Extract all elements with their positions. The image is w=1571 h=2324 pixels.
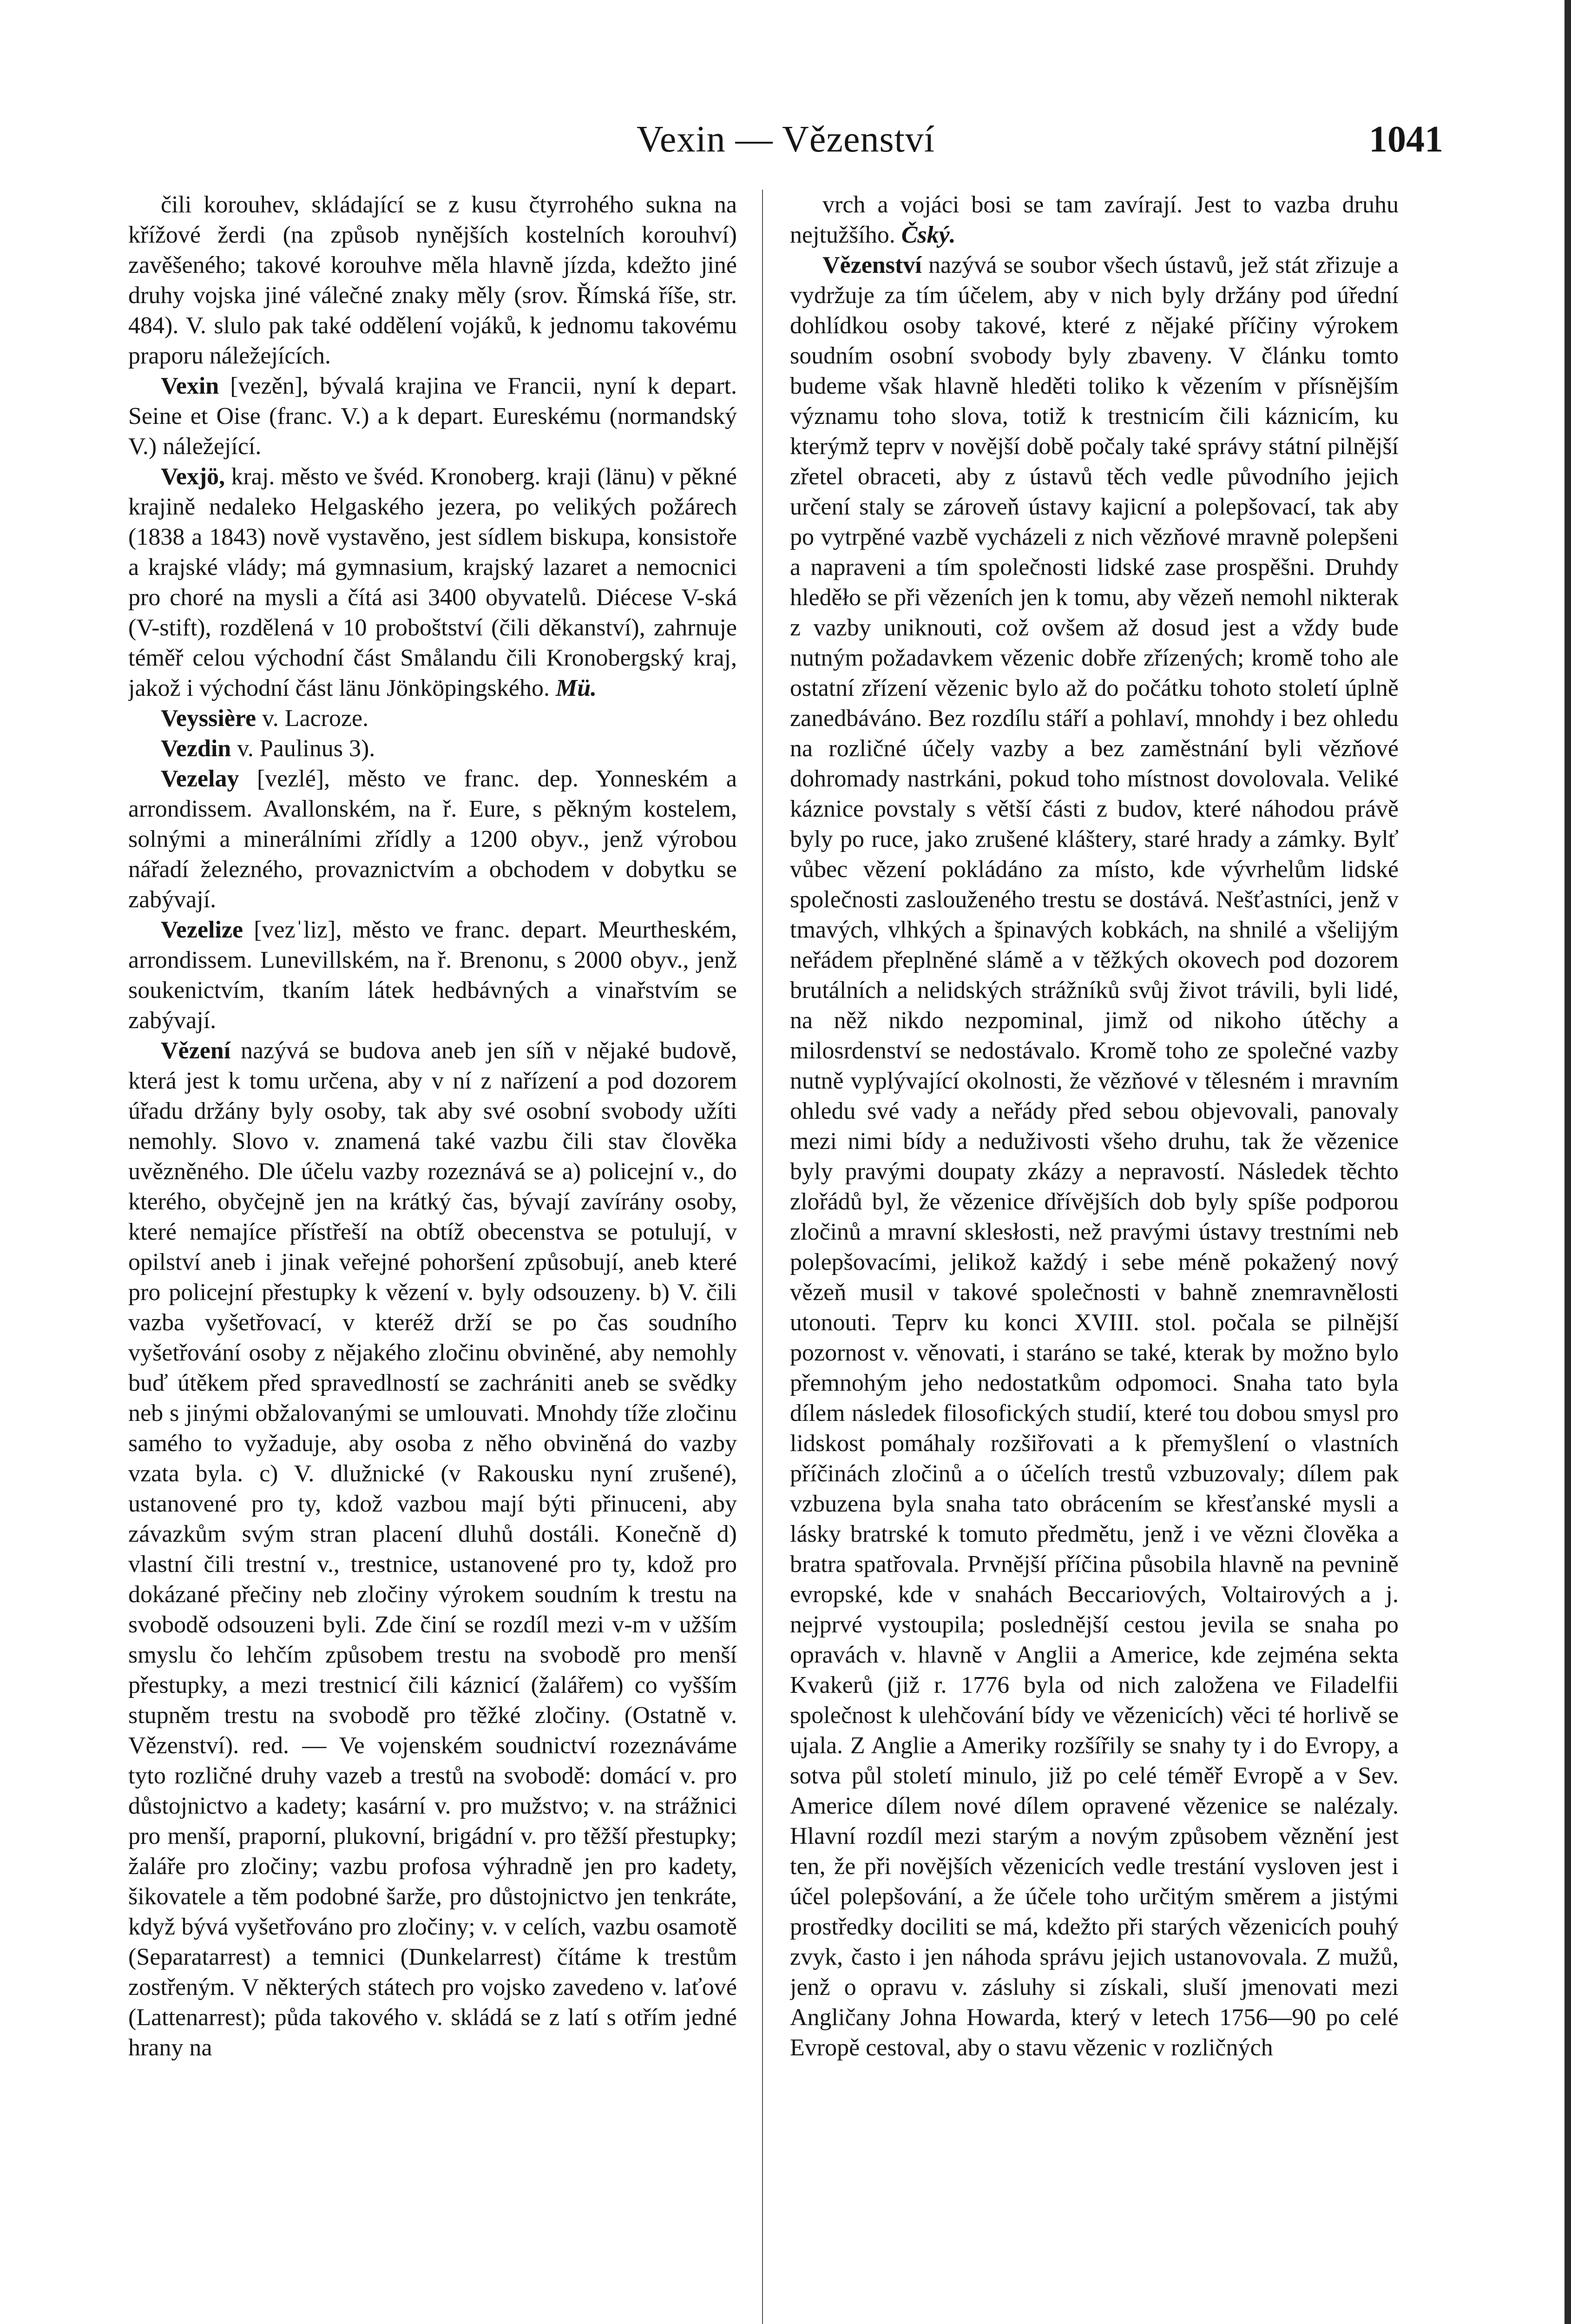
entry-text: [vezlé], město ve franc. dep. Yonneském a arrondissem. Avallonském, na ř. Eure, s pěkným kostelem, solnými a minerálními zřídly a 1200 obyv., jenž výrobou nářadí železného, provaznictvím a obchodem v dobytku se zabývají. <box>128 766 737 913</box>
entry-text: [vezˈliz], město ve franc. depart. Meurtheském, arrondissem. Lunevillském, na ř. Brenonu, s 2000 obyv., jenž soukenictvím, tkaním látek hedbávných a vinařstvím se zabývají. <box>128 917 737 1034</box>
entry-headword: Vezdin <box>161 735 231 762</box>
author-signature: Čský. <box>901 222 956 248</box>
entry-headword: Vezelize <box>161 917 243 943</box>
dictionary-entry <box>128 462 737 703</box>
entry-headword: Vezelay <box>161 766 239 792</box>
dictionary-entry <box>128 703 737 733</box>
column-divider <box>762 190 763 2324</box>
dictionary-entry <box>128 764 737 915</box>
page-number: 1041 <box>1369 119 1443 160</box>
entry-text: vrch a vojáci bosi se tam zavírají. Jest to vazba druhu nejtužšího. <box>790 191 1399 248</box>
entry-text: nazývá se soubor všech ústavů, jež stát zřizuje a vydržuje za tím účelem, aby v nich byly držány pod úřední dohlídkou osoby takové, které z nějaké příčiny výrokem soudním osobní svobody byly zbaveny. V článku tomto budeme však hlavně hleděti toliko k vězením v přísnějším významu toho slova, totiž k trestnicím čili káznicím, ku kterýmž teprv v novější době počaly také správy státní pilnější zřetel obraceti, aby z ústavů těch vedle původního jejich určení staly se zároveň ústavy kajicní a polepšovací, tak aby po vytrpěné vazbě vycházeli z nich vězňové mravně polepšeni a napraveni a tím společnosti lidské zase prospěšni. Druhdy hleděło se při vězeních jen k tomu, aby vězeň nemohl nikterak z vazby uniknouti, což ovšem až dosud jest a vždy bude nutným požadavkem vězenic dobře zřízených; kromě toho ale ostatní zřízení vězenic bylo až do počátku tohoto století úplně zanedbáváno. Bez rozdílu stáří a pohlaví, mnohdy i bez ohledu na rozličné účely vazby a bez zaměstnání byli vězňové dohromady nastrkáni, pokud toho místnost dovolovala. Veliké káznice povstaly s větší části z budov, které náhodou právě byly po ruce, jako zrušené kláštery, staré hrady a zámky. Bylť vůbec vězení pokládáno za místo, kde vývrhelům lidské společnosti zaslouženého trestu se dostává. Nešťastníci, jenž v tmavých, vlhkých a špinavých kobkách, na shnilé a všelijým neřádem přeplněné slámě a v těžkých okovech pod dozorem brutálních a nelidských strážníků svůj život trávili, byli lidé, na něž nikdo nezpominal, jimž od nikoho útěchy a milosrdenství se nedostávalo. Kromě toho ze společné vazby nutně vyplývající okolnosti, že vězňové v tělesném i mravním ohledu své vady a neřády před sebou objevovali, panovaly mezi nimi bídy a neduživosti všeho druhu, tak že vězenice byly pravými doupaty zkázy a nepravostí. Následek těchto zlořádů byl, že vězenice dřívějších dob byly spíše podporou zločinů a mravní sklesłosti, než pravými ústavy trestními neb polepšovacími, jelikož každý i sebe méně pokažený nový vězeň musil v takové společnosti v bahně znemravnělosti utonouti. Teprv ku konci XVIII. stol. počala se pilnější pozornost v. věnovati, i staráno se také, kterak by možno bylo přemnohým jeho nedostatkům odpomoci. Snaha tato byla dílem následek filosofických studií, které tou dobou smysl pro lidskost pomáhaly rozšiřovati a k přemyšlení o vlastních příčinách zločinů a o účelích trestů vzbuzovaly; dílem pak vzbuzena byla snaha tato obrácením se křesťanské mysli a lásky bratrské k tomuto předmětu, jenž i ve vězni člověka a bratra spatřovala. Prvnější příčina působila hlavně na pevnině evropské, kde v snahách Beccariových, Voltairových a j. nejprvé vystoupila; poslednější cestou jevila se snaha po opravách v. hlavně v Anglii a Americe, kde zejména sekta Kvakerů (již r. 1776 byla od nich založena ve Filadelfii společnost k ulehčování bídy ve vězenicích) věci té horlivě se ujala. Z Anglie a Ameriky rozšířily se snahy ty i do Evropy, a sotva půl století minulo, již po celé téměř Evropě a v Sev. Americe dílem nové dílem opravené vězenice se nalézaly. Hlavní rozdíl mezi starým a novým způsobem věznění jest ten, že při novějších vězenicích vedle trestání vysloven jest i účel polepšování, a že účele toho určitým směrem a jistými prostředky dociliti se má, kdežto při starých vězenicích pouhý zvyk, často i jen náhoda správu jejich ustanovovala. Z mužů, jenž o opravu v. zásluhy si získali, sluší jmenovati mezi Angličany Johna Howarda, který v letech 1756—90 po celé Evropě cestoval, aby o stavu vězenic v rozličných <box>790 252 1399 2061</box>
entry-text: nazývá se budova aneb jen síň v nějaké budově, která jest k tomu určena, aby v ní z nařízení a pod dozorem úřadu držány byly osoby, tak aby své osobní svobody užíti nemohly. Slovo v. znamená také vazbu čili stav člověka uvězněného. Dle účelu vazby rozeznává se a) policejní v., do kterého, obyčejně jen na krátký čas, bývají zavírány osoby, které nemajíce přístřeší na obtíž obecenstva se potulují, v opilství aneb i jinak veřejné pohoršení způsobují, aneb které pro policejní přestupky k vězení v. byly odsouzeny. b) V. čili vazba vyšetřovací, v kteréž drží se po čas soudního vyšetřování osoby z nějakého zločinu obviněné, aby nemohly buď útěkem před spravedlností se zachrániti aneb se svědky neb s jinými obžalovanými se umlouvati. Mnohdy tíže zločinu samého to vyžaduje, aby osoba z něho obviněná do vazby vzata byla. c) V. dlužnické (v Rakousku nyní zrušené), ustanovené pro ty, kdož vazbou mají býti přinuceni, aby závazkům svým stran placení dluhů dostáli. Konečně d) vlastní čili trestní v., trestnice, ustanovené pro ty, kdož pro dokázané přečiny neb zločiny výrokem soudním k trestu na svobodě odsouzeni byli. Zde činí se rozdíl mezi v-m v užším smyslu čo lehčím způsobem trestu na svobodě pro menší přestupky, a mezi trestnicí čili káznicí (žalářem) co vyšším stupněm trestu na svobodě pro těžké zločiny. (Ostatně v. Vězenství). red. — Ve vojenském soudnictví rozeznáváme tyto rozličné druhy vazeb a trestů na svobodě: domácí v. pro důstojnictvo a kadety; kasární v. pro mužstvo; v. na strážnici pro menší, praporní, plukovní, brigádní v. pro těžší přestupky; žaláře pro zločiny; vazbu profosa výhradně jen pro kadety, šikovatele a těm podobné šarže, pro důstojnictvo jen tenkráte, když bývá vyšetřováno pro zločiny; v. v celích, vazbu osamotě (Separatarrest) a temnici (Dunkelarrest) čítáme k trestům zostřeným. V některých státech pro vojsko zavedeno v. laťové (Lattenarrest); půda takového v. skládá se z latí s otřím jedné hrany na <box>128 1037 737 2061</box>
entry-text: v. Paulinus 3). <box>237 735 375 762</box>
dictionary-entry <box>128 371 737 462</box>
scan-page-edge <box>1564 0 1571 2324</box>
entry-headword: Vězení <box>161 1037 231 1064</box>
dictionary-entry <box>128 1036 737 2063</box>
right-column <box>790 190 1399 2324</box>
dictionary-entry <box>128 190 737 371</box>
entry-headword: Vexin <box>161 373 219 399</box>
running-head: Vexin — Vězenství <box>636 119 935 160</box>
entry-headword: Vězenství <box>822 252 922 278</box>
author-signature: Mü. <box>555 675 597 701</box>
dictionary-entry <box>790 250 1399 2063</box>
entry-headword: Vexjö, <box>161 463 225 490</box>
entry-text: v. Lacroze. <box>262 705 369 732</box>
entry-headword: Veyssière <box>161 705 256 732</box>
entry-text: kraj. město ve švéd. Kronoberg. kraji (länu) v pěkné krajině nedaleko Helgaského jezera, po velikých požárech (1838 a 1843) nově vystavěno, jest sídlem biskupa, konsistoře a krajské vlády; má gymnasium, krajský lazaret a nemocnici pro choré na mysli a čítá asi 3400 obyvatelů. Diécese V-ská (V-stift), rozdělená v 10 proboštství (čili děkanství), zahrnuje téměř celou východní část Smålandu čili Kronobergský kraj, jakož i východní část länu Jönköpingského. <box>128 463 737 701</box>
page-header <box>128 119 1443 170</box>
entry-text: čili korouhev, skládající se z kusu čtyrrohého sukna na křížové žerdi (na způsob nynějších kostelních korouhví) zavěšeného; takové korouhve měla hlavně jízda, kdežto jiné druhy vojska jiné válečné znaky měly (srov. Římská říše, str. 484). V. slulo pak také oddělení vojáků, k jednomu takovému praporu náležejících. <box>128 191 737 369</box>
entry-text: [vezěn], bývalá krajina ve Francii, nyní k depart. Seine et Oise (franc. V.) a k depart. Eureskému (normandský V.) náležející. <box>128 373 737 460</box>
left-column <box>128 190 737 2324</box>
dictionary-entry <box>790 190 1399 250</box>
dictionary-entry <box>128 915 737 1036</box>
dictionary-entry <box>128 733 737 764</box>
